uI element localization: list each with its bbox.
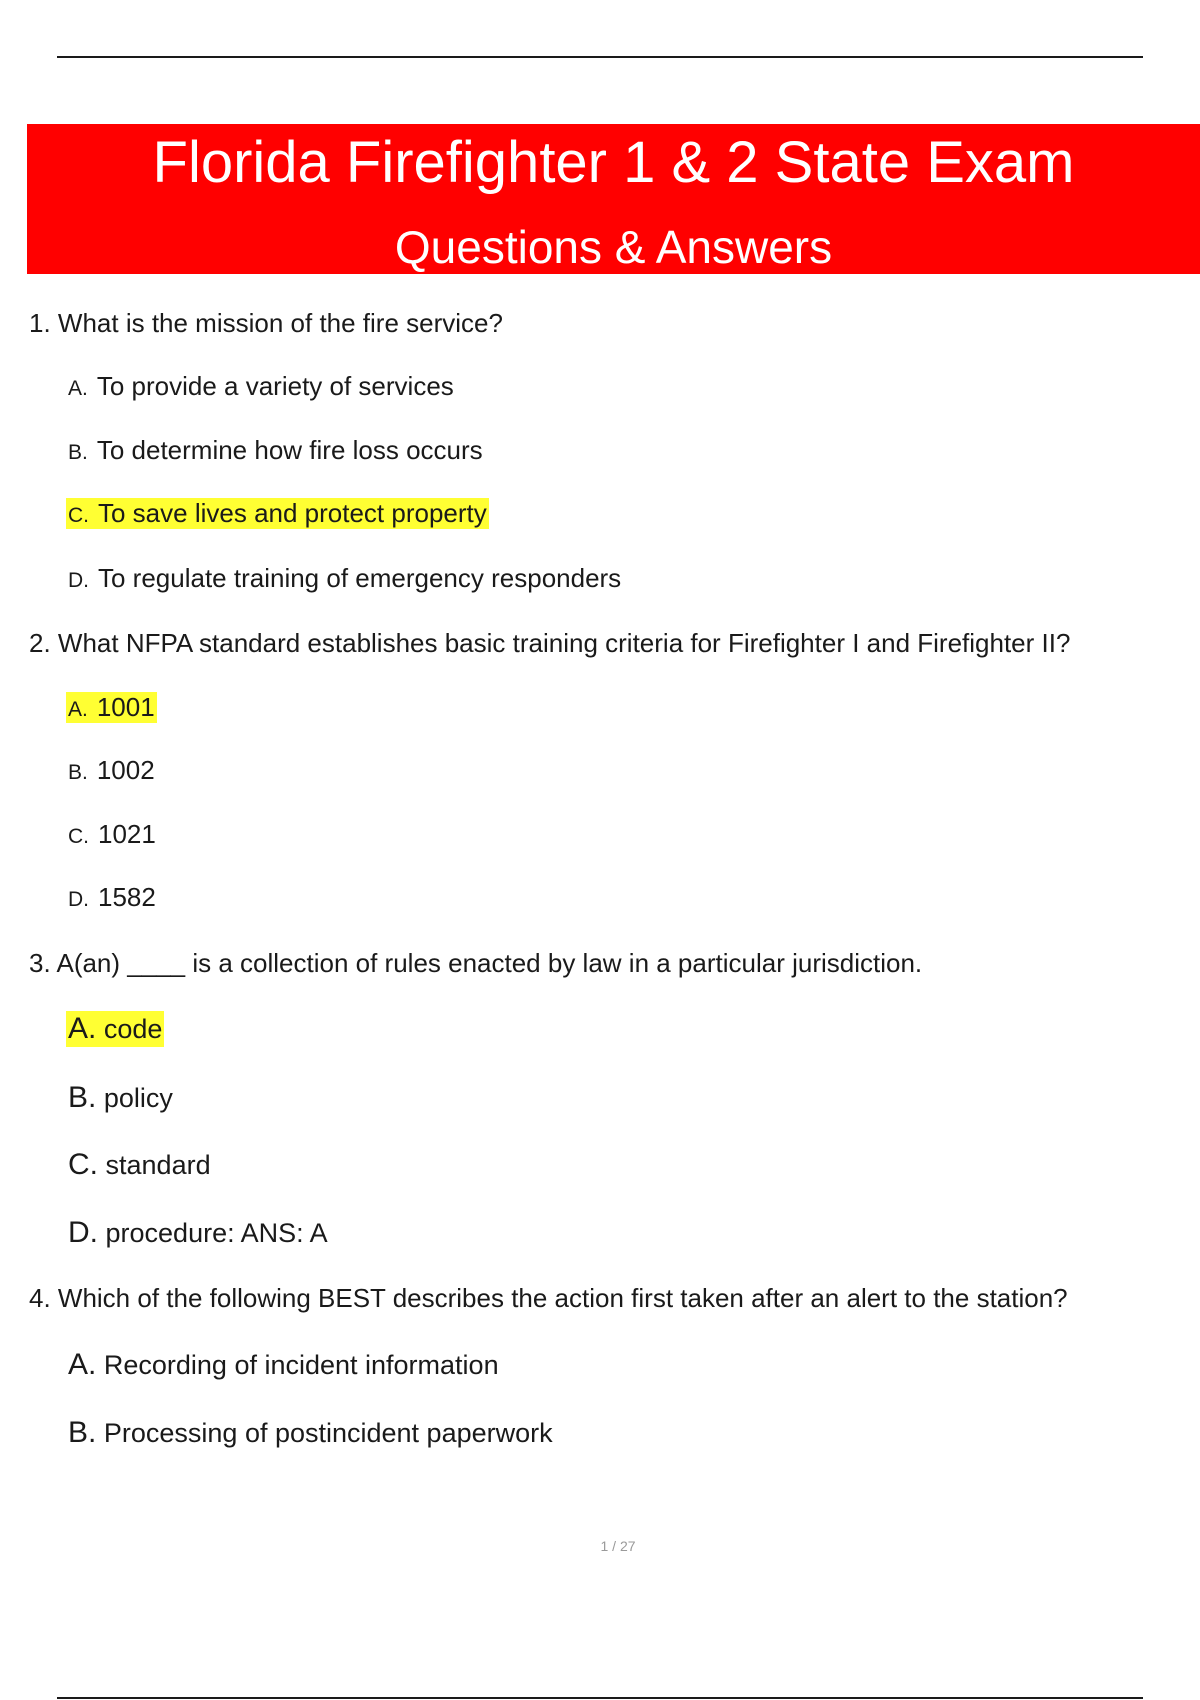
- option-letter: A.: [68, 1348, 97, 1381]
- option-text: policy: [103, 1083, 173, 1113]
- question-1-option-a: [66, 371, 456, 402]
- question-3-option-d: [66, 1215, 330, 1251]
- question-2: 2. What NFPA standard establishes basic training criteria for Firefighter I and Firefighter II?: [29, 628, 1071, 658]
- option-text: standard: [105, 1150, 211, 1180]
- option-text: To determine how fire loss occurs: [96, 435, 483, 465]
- question-2-option-b: [66, 755, 157, 786]
- option-text: 1582: [98, 882, 156, 912]
- option-text: Processing of postincident paperwork: [103, 1418, 553, 1448]
- option-text: To save lives and protect property: [98, 498, 487, 528]
- top-divider: [57, 56, 1143, 58]
- option-text: 1021: [98, 819, 156, 849]
- question-2-option-d: [66, 882, 158, 913]
- option-letter: A.: [68, 698, 88, 721]
- question-1-option-c-correct: [66, 498, 489, 529]
- question-3-option-c: [66, 1147, 213, 1183]
- option-text: code: [103, 1014, 163, 1044]
- question-4-option-a: [66, 1347, 501, 1383]
- option-letter: B.: [68, 441, 88, 464]
- option-letter: C.: [68, 825, 89, 848]
- option-letter: D.: [68, 569, 89, 592]
- question-1: 1. What is the mission of the fire service?: [29, 308, 503, 338]
- question-2-option-c: [66, 819, 158, 850]
- question-3-option-a-correct: [66, 1011, 164, 1047]
- option-letter: B.: [68, 1416, 97, 1449]
- question-4: 4. Which of the following BEST describes the action first taken after an alert to the station?: [29, 1283, 1068, 1313]
- option-letter: D.: [68, 1216, 98, 1249]
- question-3: 3. A(an) ____ is a collection of rules enacted by law in a particular jurisdiction.: [29, 948, 923, 978]
- question-4-option-b: [66, 1415, 555, 1451]
- option-letter: A.: [68, 377, 88, 400]
- question-2-option-a-correct: [66, 692, 157, 723]
- option-letter: C.: [68, 1148, 98, 1181]
- question-1-option-b: [66, 435, 485, 466]
- question-3-option-b: [66, 1080, 175, 1116]
- option-text: To provide a variety of services: [96, 371, 454, 401]
- page-number: 1 / 27: [600, 1538, 636, 1554]
- option-text: procedure: ANS: A: [105, 1218, 328, 1248]
- option-text: To regulate training of emergency responders: [98, 563, 622, 593]
- question-1-option-d: [66, 563, 623, 594]
- option-letter: C.: [68, 504, 89, 527]
- option-text: Recording of incident information: [103, 1350, 499, 1380]
- option-letter: B.: [68, 761, 88, 784]
- option-letter: D.: [68, 888, 89, 911]
- document-title: Florida Firefighter 1 & 2 State Exam: [152, 130, 1075, 195]
- option-text: 1002: [96, 755, 155, 785]
- option-text: 1001: [96, 692, 155, 722]
- document-subtitle: Questions & Answers: [394, 221, 833, 273]
- option-letter: B.: [68, 1081, 97, 1114]
- bottom-divider: [57, 1697, 1143, 1699]
- option-letter: A.: [68, 1012, 97, 1045]
- title-banner: [27, 124, 1200, 274]
